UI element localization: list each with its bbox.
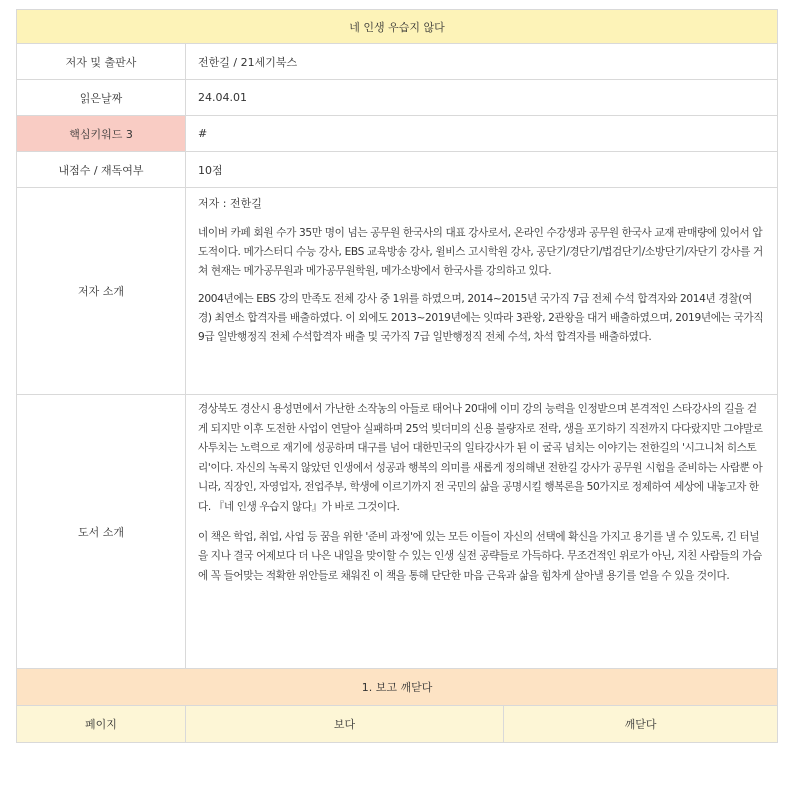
author-paragraph-1: 네이버 카페 회원 수가 35만 명이 넘는 공무원 한국사의 대표 강사로서, 온라인 수강생과 공무원 한국사 교재 판매량에 있어서 압도적이다. 메가스터디 수능 강사, EBS 교육방송 강사, 윌비스 고시학원 강사, 공단기/경단기/법검단기/소방단기/자단기 강사를 거쳐 현재는 메가공무원과 메가공무원학원, 메가소방에서 한국사를 강의하고 있다. (198, 226, 763, 277)
column-page: 페이지 (17, 706, 186, 743)
author-publisher-row (17, 44, 778, 80)
score-value: 10점 (186, 152, 778, 188)
keywords-row (17, 116, 778, 152)
score-row (17, 152, 778, 188)
author-heading: 저자 : 전한길 (198, 197, 262, 210)
keywords-label: 핵심키워드 3 (17, 116, 186, 152)
read-date-value: 24.04.01 (186, 80, 778, 116)
column-header-row (17, 706, 778, 743)
author-intro-row (17, 188, 778, 395)
keywords-value: # (186, 116, 778, 152)
book-report-table (16, 9, 778, 743)
read-date-row (17, 80, 778, 116)
book-intro-label: 도서 소개 (17, 395, 186, 669)
author-publisher-value: 전한길 / 21세기북스 (186, 44, 778, 80)
book-paragraph-1: 경상북도 경산시 용성면에서 가난한 소작농의 아들로 태어나 20대에 이미 강의 능력을 인정받으며 본격적인 스타강사의 길을 걷게 되지만 이후 도전한 사업이 연달아 실패하며 25억 빚더미의 신용 불량자로 전락, 생을 포기하기 직전까지 다다랐지만 그야말로 사투치는 노력으로 재기에 성공하며 대구를 넘어 대한민국의 일타강사가 된 이 굴곡 넘치는 이야기는 전한길의 '시그니처 히스토리'이다. 자신의 녹록지 않았던 인생에서 성공과 행복의 의미를 새롭게 정의해낸 전한길 강사가 공무원 시험을 준비하는 사람뿐 아니라, 직장인, 자영업자, 전업주부, 학생에 이르기까지 전 국민의 삶을 공명시킬 행복론을 50가지로 정제하여 세상에 내놓고자 한다. 『네 인생 우습지 않다』가 바로 그것이다. (198, 403, 763, 513)
score-label: 내점수 / 재독여부 (17, 152, 186, 188)
book-intro-content (186, 395, 778, 669)
read-date-label: 읽은날짜 (17, 80, 186, 116)
author-intro-content (186, 188, 778, 395)
author-intro-label: 저자 소개 (17, 188, 186, 395)
column-see: 보다 (186, 706, 504, 743)
column-realize: 깨닫다 (504, 706, 778, 743)
book-paragraph-2: 이 책은 학업, 취업, 사업 등 꿈을 위한 '준비 과정'에 있는 모든 이들이 자신의 선택에 확신을 가지고 용기를 낼 수 있도록, 긴 터널을 지나 결국 어제보다 더 나은 내일을 맞이할 수 있는 인생 실전 공략들로 가득하다. 무조건적인 위로가 아닌, 지친 사람들의 가슴에 꼭 들어맞는 적확한 위안들로 채워진 이 책을 통해 단단한 마음 근육과 삶을 힘차게 살아낼 용기를 얻을 수 있을 것이다. (198, 530, 762, 582)
author-paragraph-2: 2004년에는 EBS 강의 만족도 전체 강사 중 1위를 하였으며, 2014~2015년 국가직 7급 전체 수석 합격자와 2014년 경찰(여경) 최연소 합격자를 배출하였다. 이 외에도 2013~2019년에는 잇따라 3관왕, 2관왕을 대거 배출하였으며, 2019년에는 국가직 9급 일반행정직 전체 수석합격자 배출 및 국가직 7급 일반행정직 전체 수석, 차석 합격자를 배출하였다. (198, 292, 764, 343)
author-publisher-label: 저자 및 출판사 (17, 44, 186, 80)
section-title: 1. 보고 깨닫다 (17, 669, 778, 706)
book-intro-row (17, 395, 778, 669)
book-title: 네 인생 우습지 않다 (17, 10, 778, 44)
section-row (17, 669, 778, 706)
title-row (17, 10, 778, 44)
